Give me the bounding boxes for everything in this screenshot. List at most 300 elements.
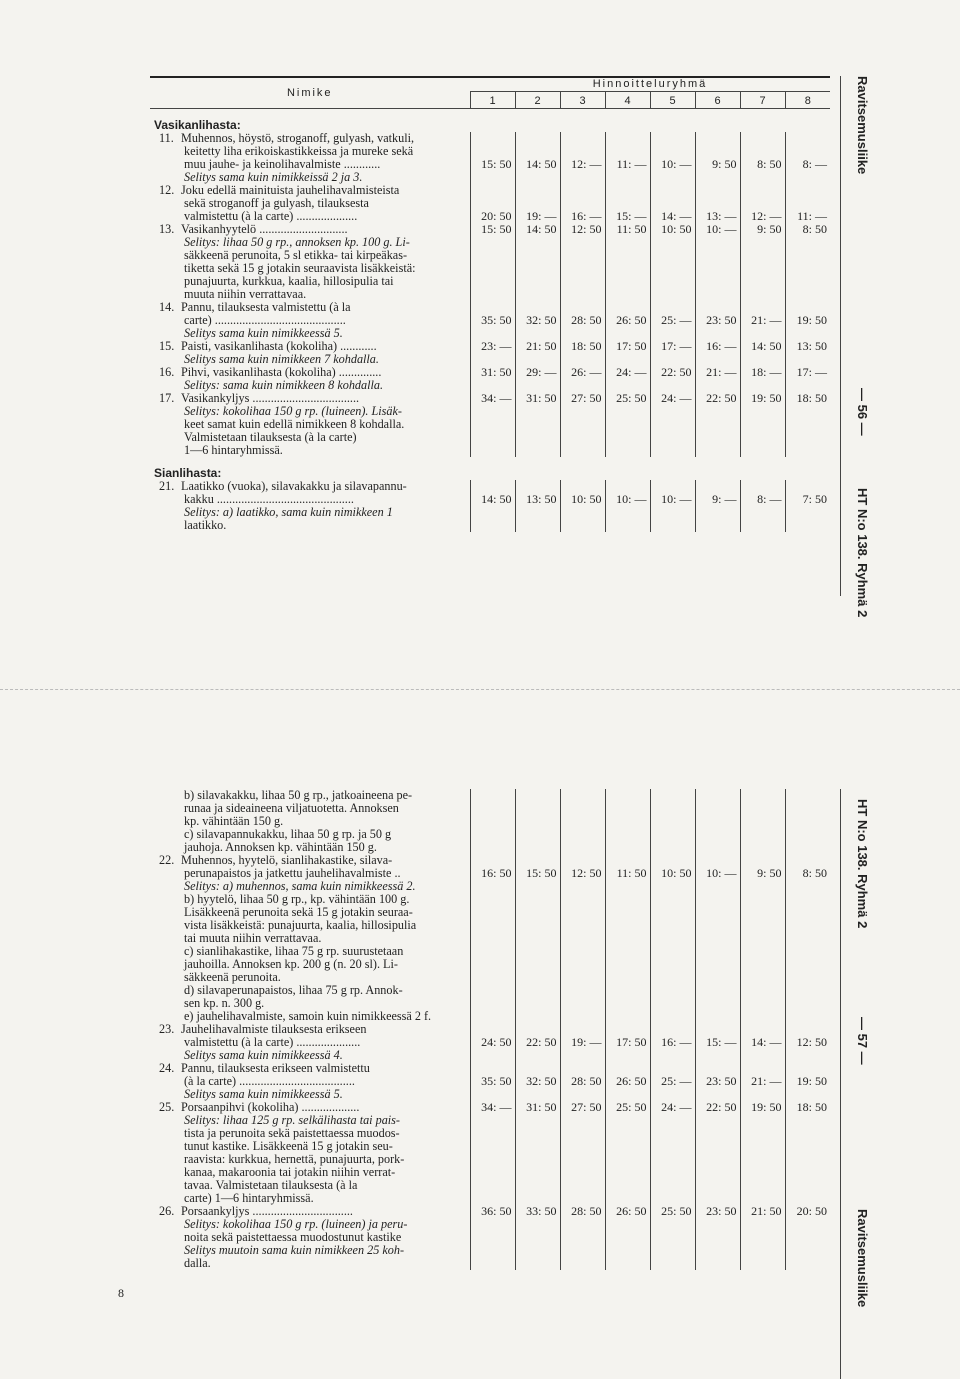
price-cell-group-8: 11: —: [785, 210, 830, 223]
item-number: 14.: [159, 300, 175, 314]
price-cell-group-4: 11: 50: [605, 867, 650, 880]
item-text: tiketta sekä 15 g jotakin seuraavista lisäkkeistä:: [184, 261, 416, 275]
price-cell-group-5: 14: —: [650, 210, 695, 223]
price-cell-group-3: [560, 1010, 605, 1023]
price-cell-group-2: [515, 1049, 560, 1062]
price-cell-group-7: [740, 815, 785, 828]
price-cell-group-4: [605, 1140, 650, 1153]
price-cell-group-2: [515, 789, 560, 802]
item-number: 11.: [159, 131, 174, 145]
item-text: Selitys: sama kuin nimikkeen 8 kohdalla.: [184, 378, 384, 392]
price-cell-group-3: 16: —: [560, 210, 605, 223]
price-cell-group-8: [785, 906, 830, 919]
item-text: perunapaistos ja jatkettu jauhelihavalmiste ..: [184, 866, 401, 880]
price-cell-group-5: 10: 50: [650, 223, 695, 236]
price-cell-group-3: [560, 171, 605, 184]
price-cell-group-1: [470, 1179, 515, 1192]
price-cell-group-7: [740, 405, 785, 418]
price-cell-group-4: [605, 1166, 650, 1179]
price-cell-group-6: [695, 1153, 740, 1166]
price-cell-group-3: [560, 828, 605, 841]
price-cell-group-4: 26: 50: [605, 314, 650, 327]
price-cell-group-5: [650, 984, 695, 997]
price-cell-group-7: 19: 50: [740, 392, 785, 405]
price-cell-group-2: [515, 828, 560, 841]
price-cell-group-8: [785, 236, 830, 249]
price-cell-group-1: [470, 132, 515, 145]
price-cell-group-1: [470, 802, 515, 815]
item-text: valmistettu (à la carte) .....................: [184, 1035, 361, 1049]
section-row: [150, 457, 830, 480]
price-cell-group-3: 12: —: [560, 158, 605, 171]
price-cell-group-2: [515, 275, 560, 288]
item-text: carte) 1—6 hintaryhmissä.: [184, 1191, 314, 1205]
price-cell-group-2: 14: 50: [515, 158, 560, 171]
price-cell-group-8: [785, 1114, 830, 1127]
price-cell-group-1: [470, 1153, 515, 1166]
price-cell-group-7: [740, 1257, 785, 1270]
price-cell-group-7: [740, 945, 785, 958]
price-cell-group-2: [515, 431, 560, 444]
price-cell-group-2: [515, 506, 560, 519]
price-cell-group-8: [785, 1218, 830, 1231]
price-cell-group-5: [650, 184, 695, 197]
price-cell-group-8: [785, 1153, 830, 1166]
page-marker: 8: [118, 1286, 124, 1300]
price-cell-group-8: [785, 249, 830, 262]
price-cell-group-3: [560, 506, 605, 519]
price-cell-group-6: [695, 919, 740, 932]
price-cell-group-6: [695, 236, 740, 249]
price-cell-group-6: [695, 1231, 740, 1244]
price-cell-group-2: 32: 50: [515, 1075, 560, 1088]
price-cell-group-4: 11: 50: [605, 223, 650, 236]
price-cell-group-2: [515, 236, 560, 249]
price-cell-group-4: [605, 1114, 650, 1127]
item-number: 17.: [159, 391, 175, 405]
price-cell-group-3: [560, 880, 605, 893]
price-cell-group-6: [695, 971, 740, 984]
price-cell-group-7: [740, 1179, 785, 1192]
price-cell-group-7: 9: 50: [740, 867, 785, 880]
price-cell-group-5: [650, 1179, 695, 1192]
price-cell-group-4: [605, 418, 650, 431]
price-table-bottom: [150, 789, 830, 1270]
item-text: Joku edellä mainituista jauhelihavalmisteista: [181, 183, 400, 197]
price-cell-group-7: [740, 1010, 785, 1023]
price-cell-group-7: 9: 50: [740, 223, 785, 236]
item-text: keet samat kuin edellä nimikkeen 8 kohdalla.: [184, 417, 405, 431]
price-cell-group-1: 14: 50: [470, 493, 515, 506]
price-cell-group-3: 27: 50: [560, 1101, 605, 1114]
price-cell-group-1: [470, 893, 515, 906]
section-heading: Sianlihasta:: [154, 466, 222, 480]
item-text: Muhennos, hyytelö, sianlihakastike, silava-: [181, 853, 393, 867]
price-cell-group-5: 16: —: [650, 1036, 695, 1049]
price-cell-group-5: [650, 236, 695, 249]
price-cell-group-3: [560, 236, 605, 249]
price-cell-group-2: [515, 184, 560, 197]
price-cell-group-7: [740, 828, 785, 841]
price-cell-group-5: [650, 1140, 695, 1153]
price-cell-group-2: [515, 171, 560, 184]
item-text: Laatikko (vuoka), silavakakku ja silavapannu-: [181, 479, 407, 493]
price-cell-group-1: 31: 50: [470, 366, 515, 379]
price-cell-group-2: [515, 1231, 560, 1244]
table-row: [150, 1244, 830, 1257]
item-text: tavaa. Valmistetaan tilauksesta (à la: [184, 1178, 358, 1192]
price-cell-group-6: [695, 275, 740, 288]
price-cell-group-3: [560, 932, 605, 945]
price-cell-group-8: [785, 444, 830, 457]
price-cell-group-8: [785, 184, 830, 197]
column-header-nimike: Nimike: [150, 77, 470, 109]
item-number: 21.: [159, 479, 175, 493]
item-text: säkkeenä perunoita.: [184, 970, 281, 984]
item-number: 24.: [159, 1061, 175, 1075]
price-cell-group-6: 9: —: [695, 493, 740, 506]
price-cell-group-8: [785, 418, 830, 431]
price-cell-group-2: [515, 1127, 560, 1140]
item-text: Selitys: lihaa 125 g rp. selkälihasta tai pais-: [184, 1113, 400, 1127]
price-cell-group-8: [785, 841, 830, 854]
price-cell-group-2: 33: 50: [515, 1205, 560, 1218]
price-cell-group-8: [785, 984, 830, 997]
price-cell-group-8: [785, 789, 830, 802]
price-cell-group-1: [470, 906, 515, 919]
price-cell-group-5: [650, 132, 695, 145]
price-cell-group-2: [515, 1244, 560, 1257]
price-cell-group-4: [605, 236, 650, 249]
price-cell-group-3: [560, 431, 605, 444]
price-cell-group-1: 34: —: [470, 1101, 515, 1114]
item-text: vista lisäkkeistä: punajuurta, kaalia, hillosipulia: [184, 918, 417, 932]
price-cell-group-7: [740, 275, 785, 288]
price-cell-group-2: [515, 1153, 560, 1166]
price-cell-group-2: [515, 971, 560, 984]
price-cell-group-7: [740, 1140, 785, 1153]
price-cell-group-3: [560, 789, 605, 802]
column-header-4: 4: [605, 92, 650, 109]
price-cell-group-8: 17: —: [785, 366, 830, 379]
price-cell-group-4: [605, 789, 650, 802]
price-cell-group-7: [740, 997, 785, 1010]
price-cell-group-2: [515, 802, 560, 815]
price-cell-group-4: [605, 997, 650, 1010]
price-cell-group-6: [695, 431, 740, 444]
price-cell-group-1: [470, 1218, 515, 1231]
price-cell-group-8: [785, 1127, 830, 1140]
price-cell-group-6: [695, 880, 740, 893]
price-cell-group-7: [740, 444, 785, 457]
price-cell-group-5: 25: —: [650, 1075, 695, 1088]
price-cell-group-6: 15: —: [695, 1036, 740, 1049]
price-cell-group-4: [605, 1244, 650, 1257]
column-header-5: 5: [650, 92, 695, 109]
price-cell-group-6: [695, 262, 740, 275]
price-cell-group-7: [740, 958, 785, 971]
price-cell-group-1: [470, 1010, 515, 1023]
price-cell-group-7: 18: —: [740, 366, 785, 379]
price-cell-group-4: 26: 50: [605, 1205, 650, 1218]
price-cell-group-3: [560, 984, 605, 997]
price-cell-group-7: [740, 431, 785, 444]
price-cell-group-8: [785, 997, 830, 1010]
price-cell-group-6: [695, 789, 740, 802]
price-cell-group-5: 17: —: [650, 340, 695, 353]
price-cell-group-5: [650, 997, 695, 1010]
price-cell-group-7: [740, 1114, 785, 1127]
price-cell-group-6: [695, 958, 740, 971]
price-cell-group-5: [650, 815, 695, 828]
price-cell-group-5: [650, 431, 695, 444]
price-cell-group-8: [785, 815, 830, 828]
price-cell-group-3: 26: —: [560, 366, 605, 379]
price-cell-group-6: [695, 802, 740, 815]
price-cell-group-4: 17: 50: [605, 340, 650, 353]
price-cell-group-6: [695, 815, 740, 828]
item-number: 26.: [159, 1204, 175, 1218]
price-cell-group-2: [515, 1179, 560, 1192]
price-cell-group-5: 25: —: [650, 314, 695, 327]
price-cell-group-6: [695, 444, 740, 457]
price-cell-group-5: [650, 1114, 695, 1127]
column-header-8: 8: [785, 92, 830, 109]
price-cell-group-1: [470, 919, 515, 932]
item-number: 22.: [159, 853, 175, 867]
price-cell-group-1: [470, 1231, 515, 1244]
price-cell-group-4: [605, 919, 650, 932]
item-text: kakku .............................................: [184, 492, 354, 506]
price-cell-group-3: [560, 275, 605, 288]
price-cell-group-7: [740, 418, 785, 431]
item-text: sen kp. n. 300 g.: [184, 996, 265, 1010]
price-cell-group-4: [605, 1257, 650, 1270]
table-row: [150, 506, 830, 519]
price-cell-group-3: [560, 841, 605, 854]
price-cell-group-7: [740, 171, 785, 184]
price-cell-group-8: [785, 1049, 830, 1062]
price-cell-group-8: [785, 958, 830, 971]
price-cell-group-2: [515, 132, 560, 145]
price-cell-group-5: [650, 444, 695, 457]
table-body: [150, 109, 830, 533]
price-cell-group-1: 35: 50: [470, 1075, 515, 1088]
price-cell-group-3: [560, 919, 605, 932]
price-cell-group-5: [650, 893, 695, 906]
side-page-number: — 56 —: [855, 388, 870, 436]
price-cell-group-2: [515, 893, 560, 906]
price-cell-group-1: [470, 418, 515, 431]
price-cell-group-6: [695, 184, 740, 197]
price-cell-group-8: 19: 50: [785, 314, 830, 327]
side-title: Ravitsemusliike: [855, 76, 870, 175]
price-cell-group-2: [515, 249, 560, 262]
right-rule: [840, 76, 841, 596]
price-cell-group-6: [695, 171, 740, 184]
price-cell-group-7: [740, 1231, 785, 1244]
price-cell-group-3: [560, 958, 605, 971]
price-cell-group-1: [470, 171, 515, 184]
price-cell-group-6: 21: —: [695, 366, 740, 379]
price-cell-group-3: [560, 1179, 605, 1192]
price-cell-group-2: [515, 262, 560, 275]
item-text: keitetty liha erikoiskastikkeissa ja mureke sekä: [184, 144, 414, 158]
price-cell-group-6: [695, 132, 740, 145]
price-cell-group-5: [650, 249, 695, 262]
price-cell-group-4: [605, 971, 650, 984]
price-cell-group-1: [470, 184, 515, 197]
price-cell-group-4: [605, 1153, 650, 1166]
column-header-group: Hinnoitteluryhmä: [470, 77, 830, 92]
price-cell-group-4: [605, 1049, 650, 1062]
price-cell-group-2: [515, 997, 560, 1010]
price-cell-group-1: 23: —: [470, 340, 515, 353]
price-cell-group-4: [605, 958, 650, 971]
price-cell-group-3: [560, 249, 605, 262]
price-cell-group-1: [470, 932, 515, 945]
item-text: Lisäkkeenä perunoita sekä 15 g jotakin seuraa-: [184, 905, 413, 919]
price-cell-group-5: [650, 405, 695, 418]
price-cell-group-4: 24: —: [605, 366, 650, 379]
price-cell-group-5: [650, 789, 695, 802]
price-cell-group-8: 18: 50: [785, 1101, 830, 1114]
price-cell-group-4: 26: 50: [605, 1075, 650, 1088]
item-text: Selitys sama kuin nimikkeessä 5.: [184, 1087, 343, 1101]
price-cell-group-4: [605, 1231, 650, 1244]
price-cell-group-5: [650, 919, 695, 932]
item-text: Valmistetaan tilauksesta (à la carte): [184, 430, 357, 444]
price-cell-group-5: [650, 171, 695, 184]
price-cell-group-4: 17: 50: [605, 1036, 650, 1049]
price-cell-group-4: [605, 893, 650, 906]
price-cell-group-7: [740, 519, 785, 532]
price-cell-group-2: [515, 841, 560, 854]
price-cell-group-8: [785, 405, 830, 418]
price-cell-group-6: [695, 1244, 740, 1257]
price-cell-group-7: [740, 906, 785, 919]
price-cell-group-3: 19: —: [560, 1036, 605, 1049]
price-cell-group-8: 8: 50: [785, 223, 830, 236]
price-cell-group-6: 13: —: [695, 210, 740, 223]
item-text: d) silavaperunapaistos, lihaa 75 g rp. Annok-: [184, 983, 403, 997]
price-cell-group-3: 28: 50: [560, 1205, 605, 1218]
price-cell-group-2: 14: 50: [515, 223, 560, 236]
price-cell-group-5: 10: —: [650, 158, 695, 171]
price-cell-group-1: [470, 1166, 515, 1179]
price-cell-group-1: [470, 405, 515, 418]
price-cell-group-4: [605, 802, 650, 815]
price-cell-group-5: [650, 802, 695, 815]
price-cell-group-3: [560, 132, 605, 145]
price-cell-group-6: 10: —: [695, 867, 740, 880]
price-cell-group-6: [695, 1049, 740, 1062]
price-cell-group-4: [605, 262, 650, 275]
table-row: [150, 519, 830, 532]
item-text: Paisti, vasikanlihasta (kokoliha) ............: [181, 339, 377, 353]
table-body: [150, 789, 830, 1270]
price-cell-group-2: [515, 815, 560, 828]
price-cell-group-8: [785, 506, 830, 519]
price-cell-group-6: [695, 984, 740, 997]
price-cell-group-8: [785, 880, 830, 893]
top-page: [0, 0, 960, 689]
price-cell-group-4: [605, 841, 650, 854]
item-number: 25.: [159, 1100, 175, 1114]
price-cell-group-7: [740, 184, 785, 197]
price-cell-group-2: [515, 919, 560, 932]
item-number: 13.: [159, 222, 175, 236]
price-table-top: [150, 76, 830, 532]
item-number: 16.: [159, 365, 175, 379]
price-cell-group-4: [605, 880, 650, 893]
item-text: tai muuta niihin verrattavaa.: [184, 931, 322, 945]
price-cell-group-3: [560, 519, 605, 532]
price-cell-group-1: 15: 50: [470, 223, 515, 236]
price-cell-group-7: [740, 1049, 785, 1062]
price-cell-group-7: [740, 506, 785, 519]
price-cell-group-2: [515, 444, 560, 457]
price-cell-group-6: 23: 50: [695, 314, 740, 327]
price-cell-group-4: [605, 275, 650, 288]
item-description: [150, 519, 470, 532]
price-cell-group-8: [785, 1166, 830, 1179]
price-cell-group-5: [650, 418, 695, 431]
price-cell-group-1: 35: 50: [470, 314, 515, 327]
side-reference: HT N:o 138. Ryhmä 2: [855, 799, 870, 929]
price-cell-group-4: [605, 1127, 650, 1140]
item-text: Selitys sama kuin nimikkeessä 5.: [184, 326, 343, 340]
price-cell-group-1: [470, 519, 515, 532]
item-text: Porsaankyljys .................................: [181, 1204, 353, 1218]
price-cell-group-5: [650, 275, 695, 288]
bottom-page: [0, 689, 960, 1378]
price-cell-group-4: 15: —: [605, 210, 650, 223]
price-cell-group-6: [695, 1166, 740, 1179]
price-cell-group-8: [785, 919, 830, 932]
price-cell-group-3: [560, 418, 605, 431]
price-cell-group-4: [605, 288, 650, 301]
item-text: e) jauhelihavalmiste, samoin kuin nimikkeessä 2 f.: [184, 1009, 432, 1023]
price-cell-group-4: [605, 815, 650, 828]
price-cell-group-6: [695, 1179, 740, 1192]
price-cell-group-2: 31: 50: [515, 1101, 560, 1114]
price-cell-group-1: [470, 288, 515, 301]
item-text: Selitys: a) muhennos, sama kuin nimikkeessä 2.: [184, 879, 416, 893]
price-cell-group-2: 13: 50: [515, 493, 560, 506]
item-text: Selitys: kokolihaa 150 g rp. (luineen) ja peru-: [184, 1217, 408, 1231]
price-cell-group-2: [515, 945, 560, 958]
price-cell-group-7: 14: 50: [740, 340, 785, 353]
price-cell-group-2: [515, 1218, 560, 1231]
price-cell-group-7: [740, 984, 785, 997]
price-cell-group-6: [695, 519, 740, 532]
price-cell-group-5: [650, 841, 695, 854]
price-cell-group-8: [785, 1179, 830, 1192]
price-cell-group-2: [515, 1010, 560, 1023]
price-cell-group-7: [740, 132, 785, 145]
item-text: Pannu, tilauksesta valmistettu (à la: [181, 300, 351, 314]
item-text: b) hyytelö, lihaa 50 g rp., kp. vähintään 100 g.: [184, 892, 410, 906]
price-cell-group-8: [785, 1140, 830, 1153]
price-cell-group-1: [470, 971, 515, 984]
price-cell-group-1: 20: 50: [470, 210, 515, 223]
item-text: Pihvi, vasikanlihasta (kokoliha) ..............: [181, 365, 382, 379]
price-cell-group-8: [785, 1231, 830, 1244]
price-cell-group-2: [515, 405, 560, 418]
price-cell-group-3: [560, 1114, 605, 1127]
price-cell-group-5: [650, 1166, 695, 1179]
